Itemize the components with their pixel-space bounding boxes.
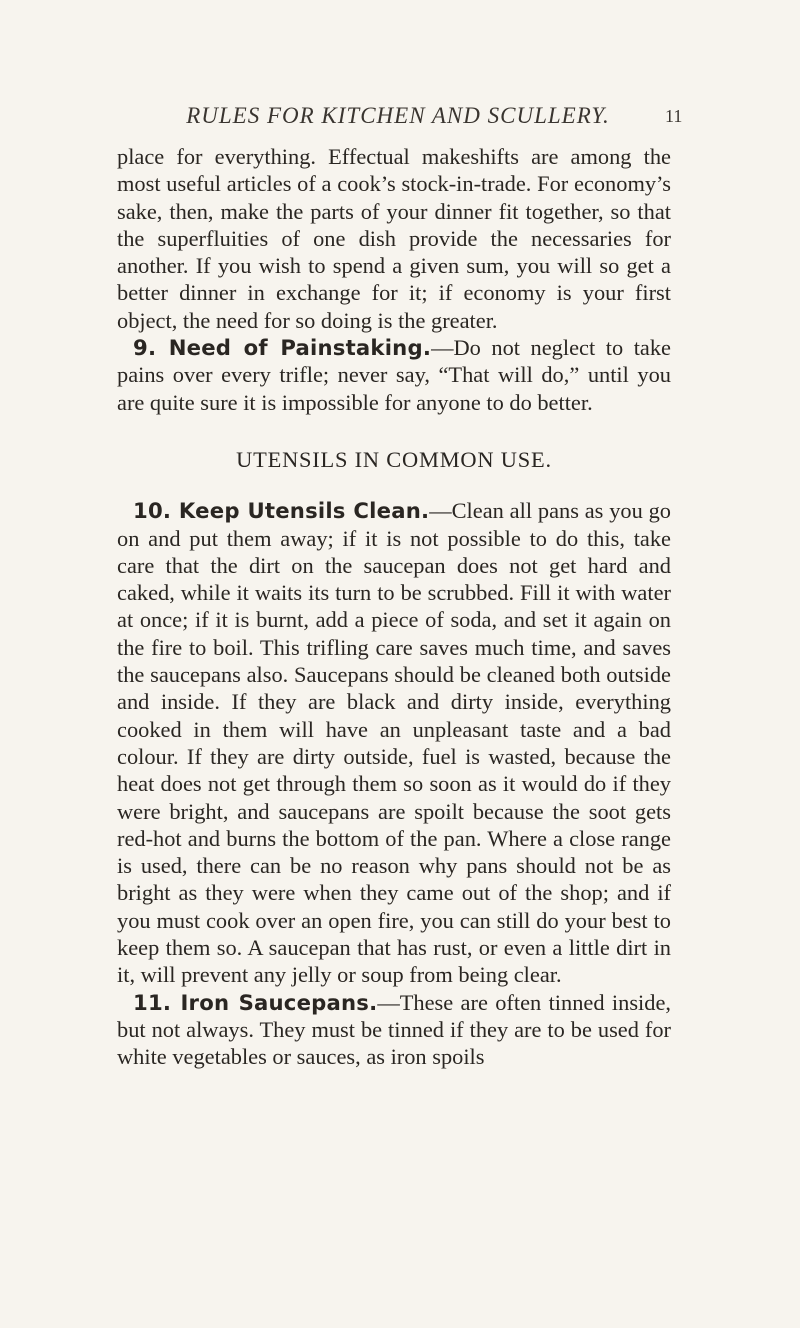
paragraph-10-text: —Clean all pans as you go on and put them away; if it is not possible to do this, take care that the dirt on the saucepan does not get hard and caked, while it waits its turn to be scrubbed. Fill it with water at once; if it is burnt, add a piece of soda, and set it again on the fire to boil. This trifling care saves much time, and saves the saucepans also. Saucepans should be cleaned both outside and inside. If they are black and dirty inside, everything cooked in them will have an unpleasant taste and a bad colour. If they are dirty outside, fuel is wasted, because the heat does not get through them so soon as it would do if they were bright, and saucepans are spoilt because the soot gets red-hot and burns the bottom of the pan. Where a close range is used, there can be no reason why pans should not be as bright as they were when they came out of the shop; and if you must cook over an open fire, you can still do your best to keep them so. A saucepan that has rust, or even a little dirt in it, will prevent any jelly or soup from being clear. <box>117 498 672 988</box>
paragraph-11-heading: 11. Iron Saucepans. <box>133 989 378 1015</box>
continuation-paragraph: place for everything. Effectual makeshifts are among the most useful articles of a cook’s stock-in-trade. For economy’s sake, then, make the parts of your dinner fit together, so that the superfluities of one dish provide the necessaries for another. If you wish to spend a given sum, you will so get a better dinner in exchange for it; if economy is your first object, the need for so doing is the greater. <box>117 144 671 333</box>
paragraph-10 <box>117 497 671 988</box>
paragraph-11-text: —These are often tinned inside, but not always. They must be tinned if they are to be used for white vegetables or sauces, as iron spoils <box>117 989 671 1070</box>
paragraph-10-heading: 10. Keep Utensils Clean. <box>133 498 430 524</box>
paragraph-11 <box>117 989 671 1071</box>
running-header: RULES FOR KITCHEN AND SCULLERY. <box>186 103 610 128</box>
paragraph-9-text: —Do not neglect to take pains over every trifle; never say, “That will do,” until you are quite sure it is impossible for anyone to do better. <box>117 335 671 415</box>
body-text <box>117 143 671 1071</box>
section-heading: UTENSILS IN COMMON USE. <box>236 446 552 472</box>
page-number: 11 <box>665 106 683 126</box>
paragraph-9-heading: 9. Need of Painstaking. <box>133 335 432 361</box>
paragraph-9 <box>117 334 671 416</box>
